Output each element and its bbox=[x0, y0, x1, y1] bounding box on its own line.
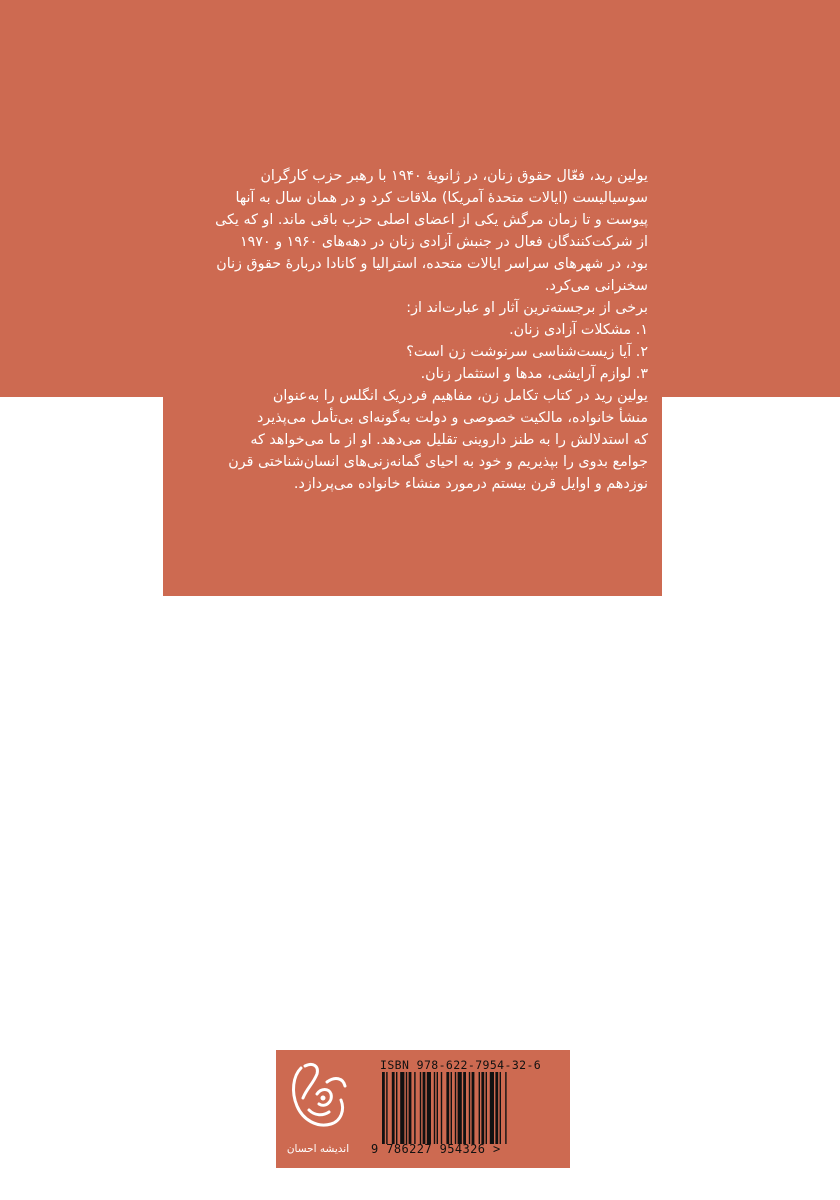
barcode-bar bbox=[437, 1072, 438, 1144]
barcode-bar bbox=[400, 1072, 404, 1144]
blurb-line: سوسیالیست (ایالات متحدهٔ آمریکا) ملاقات کرد و در همان سال به آنها bbox=[235, 190, 648, 206]
blurb-line: یولین رید در کتاب تکامل زن، مفاهیم فردریک انگلس را به‌عنوان bbox=[272, 388, 648, 404]
blurb-line: جوامع بدوی را بپذیریم و خود به احیای گمانه‌زنی‌های انسان‌شناختی قرن bbox=[228, 454, 648, 470]
barcode-digits: 9 786227 954326 > bbox=[371, 1142, 501, 1156]
barcode-bar bbox=[441, 1072, 442, 1144]
works-list-item: ۲. آیا زیست‌شناسی سرنوشت زن است؟ bbox=[406, 344, 648, 360]
intro-paragraph bbox=[178, 165, 648, 297]
barcode-bar bbox=[427, 1072, 431, 1144]
barcode-bar bbox=[455, 1072, 456, 1144]
barcode-bar bbox=[434, 1072, 435, 1144]
barcode-bar bbox=[495, 1072, 498, 1144]
barcode-bar bbox=[409, 1072, 412, 1144]
blurb-line: بود، در شهرهای سراسر ایالات متحده، استرالیا و کانادا دربارهٔ حقوق زنان bbox=[216, 256, 648, 272]
barcode-bar bbox=[500, 1072, 501, 1144]
barcode-bar bbox=[446, 1072, 449, 1144]
barcode-bar bbox=[458, 1072, 462, 1144]
barcode-bar bbox=[486, 1072, 487, 1144]
barcode-bar bbox=[481, 1072, 484, 1144]
blurb-line: منشأ خانواده، مالکیت خصوصی و دولت به‌گونه‌ای بی‌تأمل می‌پذیرد bbox=[257, 410, 648, 426]
barcode-bar bbox=[396, 1072, 397, 1144]
blurb-line: پیوست و تا زمان مرگش یکی از اعضای اصلی حزب باقی ماند. او که یکی bbox=[215, 212, 648, 228]
barcode-bar bbox=[490, 1072, 494, 1144]
barcode-bar bbox=[392, 1072, 395, 1144]
barcode-bar bbox=[472, 1072, 475, 1144]
barcode-bar bbox=[469, 1072, 470, 1144]
isbn-label: ISBN 978-622-7954-32-6 bbox=[380, 1058, 542, 1072]
barcode-bar bbox=[414, 1072, 415, 1144]
publisher-logo bbox=[283, 1054, 353, 1162]
blurb-line: از شرکت‌کنندگان فعال در جنبش آزادی زنان در دهه‌های ۱۹۶۰ و ۱۹۷۰ bbox=[239, 234, 648, 250]
blurb-line: یولین رید، فعّال حقوق زنان، در ژانویهٔ ۱۹۴۰ با رهبر حزب کارگران bbox=[260, 168, 648, 184]
barcode-bar bbox=[382, 1072, 385, 1144]
back-cover-blurb bbox=[178, 165, 648, 495]
publisher-name: اندیشه احسان bbox=[286, 1143, 350, 1155]
barcode-bar bbox=[406, 1072, 407, 1144]
barcode-bar bbox=[386, 1072, 387, 1144]
works-heading: برخی از برجسته‌ترین آثار او عبارت‌اند از: bbox=[406, 300, 648, 316]
blurb-line: که استدلالش را به طنز داروینی تقلیل می‌دهد. او از ما می‌خواهد که bbox=[250, 432, 648, 448]
barcode-icon bbox=[382, 1072, 554, 1144]
barcode-bar bbox=[423, 1072, 426, 1144]
works-list-item: ۳. لوازم آرایشی، مدها و استثمار زنان. bbox=[420, 366, 648, 382]
barcode-bar bbox=[505, 1072, 506, 1144]
barcode-bar bbox=[463, 1072, 466, 1144]
barcode-bar bbox=[479, 1072, 480, 1144]
bird-icon bbox=[294, 1064, 345, 1125]
blurb-line: نوزدهم و اوایل قرن بیستم درمورد منشاء خانواده می‌پردازد. bbox=[293, 476, 648, 492]
blurb-line: سخنرانی می‌کرد. bbox=[544, 278, 648, 294]
closing-paragraph bbox=[178, 385, 648, 495]
barcode-bar bbox=[451, 1072, 452, 1144]
works-list bbox=[178, 319, 648, 385]
barcode-bar bbox=[420, 1072, 421, 1144]
works-list-item: ۱. مشکلات آزادی زنان. bbox=[509, 322, 648, 338]
